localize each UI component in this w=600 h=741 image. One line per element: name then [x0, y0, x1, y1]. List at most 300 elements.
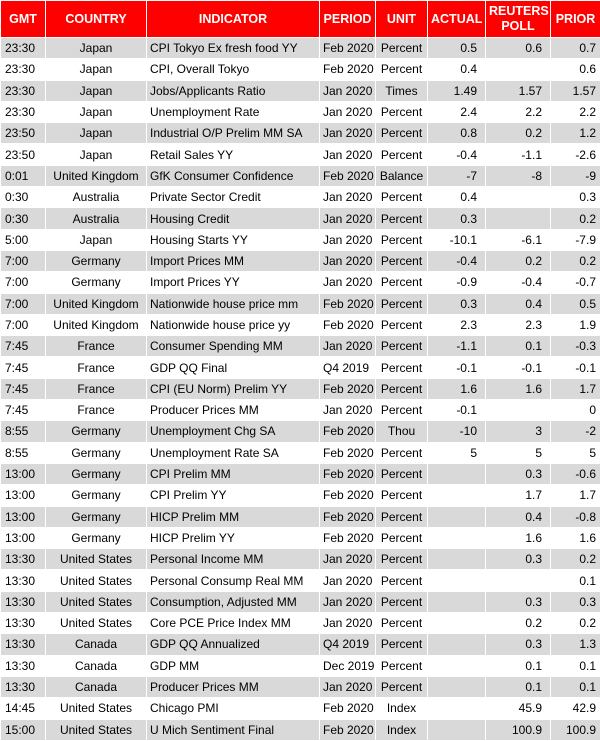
cell-indicator: Housing Starts YY	[147, 229, 320, 250]
cell-period: Jan 2020	[320, 80, 376, 101]
header-indicator: INDICATOR	[147, 1, 320, 38]
cell-indicator: HICP Prelim MM	[147, 506, 320, 527]
cell-actual: 1.49	[428, 80, 486, 101]
cell-unit: Balance	[376, 165, 428, 186]
cell-country: Germany	[46, 250, 147, 271]
cell-actual: 2.3	[428, 314, 486, 335]
cell-country: Germany	[46, 421, 147, 442]
header-actual: ACTUAL	[428, 1, 486, 38]
cell-actual: 0.3	[428, 293, 486, 314]
table-row	[1, 272, 600, 293]
cell-prior: -2	[551, 421, 600, 442]
cell-actual: 0.4	[428, 59, 486, 80]
cell-prior: 0.2	[551, 208, 600, 229]
cell-period: Jan 2020	[320, 549, 376, 570]
cell-prior: -7.9	[551, 229, 600, 250]
cell-unit: Percent	[376, 527, 428, 548]
header-gmt: GMT	[1, 1, 46, 38]
cell-reuters-poll: 3	[486, 421, 551, 442]
cell-gmt: 7:45	[1, 378, 46, 399]
cell-country: United Kingdom	[46, 314, 147, 335]
cell-prior: 0.6	[551, 59, 600, 80]
cell-actual: 0.5	[428, 38, 486, 59]
cell-reuters-poll: 45.9	[486, 698, 551, 719]
table-row	[1, 719, 600, 740]
table-row	[1, 293, 600, 314]
cell-unit: Percent	[376, 442, 428, 463]
cell-period: Feb 2020	[320, 378, 376, 399]
cell-indicator: GDP QQ Annualized	[147, 634, 320, 655]
cell-gmt: 7:00	[1, 250, 46, 271]
cell-prior: 0.3	[551, 591, 600, 612]
header-reuters-poll	[486, 1, 551, 38]
header-country: COUNTRY	[46, 1, 147, 38]
cell-prior: 0.2	[551, 613, 600, 634]
cell-prior: 1.6	[551, 527, 600, 548]
cell-country: Canada	[46, 634, 147, 655]
cell-country: Japan	[46, 229, 147, 250]
table-row	[1, 421, 600, 442]
cell-country: United Kingdom	[46, 165, 147, 186]
table-row	[1, 314, 600, 335]
cell-gmt: 23:30	[1, 59, 46, 80]
cell-indicator: Import Prices MM	[147, 250, 320, 271]
cell-indicator: Producer Prices MM	[147, 400, 320, 421]
cell-unit: Percent	[376, 101, 428, 122]
cell-actual	[428, 634, 486, 655]
cell-prior: 0.5	[551, 293, 600, 314]
table-row	[1, 59, 600, 80]
cell-prior: 1.9	[551, 314, 600, 335]
cell-gmt: 15:00	[1, 719, 46, 740]
cell-actual	[428, 463, 486, 484]
cell-prior: 42.9	[551, 698, 600, 719]
cell-country: Japan	[46, 101, 147, 122]
cell-prior: 0.1	[551, 676, 600, 697]
cell-actual: -0.4	[428, 250, 486, 271]
cell-indicator: CPI Tokyo Ex fresh food YY	[147, 38, 320, 59]
cell-actual: 0.8	[428, 123, 486, 144]
cell-period: Feb 2020	[320, 527, 376, 548]
cell-unit: Percent	[376, 570, 428, 591]
cell-country: France	[46, 336, 147, 357]
cell-gmt: 7:45	[1, 336, 46, 357]
cell-unit: Index	[376, 719, 428, 740]
cell-prior: 5	[551, 442, 600, 463]
cell-indicator: Nationwide house price yy	[147, 314, 320, 335]
cell-reuters-poll	[486, 187, 551, 208]
cell-actual	[428, 591, 486, 612]
cell-prior: 0	[551, 400, 600, 421]
cell-prior: 0.3	[551, 187, 600, 208]
cell-actual: 2.4	[428, 101, 486, 122]
cell-prior: 1.3	[551, 634, 600, 655]
cell-gmt: 13:30	[1, 655, 46, 676]
cell-actual	[428, 570, 486, 591]
cell-indicator: CPI (EU Norm) Prelim YY	[147, 378, 320, 399]
table-row	[1, 698, 600, 719]
cell-unit: Percent	[376, 506, 428, 527]
cell-unit: Percent	[376, 549, 428, 570]
cell-actual	[428, 719, 486, 740]
cell-indicator: Personal Consump Real MM	[147, 570, 320, 591]
cell-reuters-poll	[486, 208, 551, 229]
cell-actual	[428, 613, 486, 634]
cell-period: Feb 2020	[320, 506, 376, 527]
cell-reuters-poll: -0.4	[486, 272, 551, 293]
cell-indicator: CPI, Overall Tokyo	[147, 59, 320, 80]
cell-country: Australia	[46, 187, 147, 208]
table-row	[1, 400, 600, 421]
cell-indicator: Nationwide house price mm	[147, 293, 320, 314]
cell-gmt: 8:55	[1, 442, 46, 463]
cell-unit: Percent	[376, 250, 428, 271]
cell-indicator: GDP QQ Final	[147, 357, 320, 378]
cell-reuters-poll: 0.1	[486, 676, 551, 697]
cell-reuters-poll: 0.3	[486, 634, 551, 655]
cell-actual	[428, 506, 486, 527]
cell-country: United States	[46, 613, 147, 634]
table-row	[1, 336, 600, 357]
cell-unit: Percent	[376, 144, 428, 165]
cell-period: Jan 2020	[320, 676, 376, 697]
cell-unit: Percent	[376, 123, 428, 144]
cell-gmt: 8:55	[1, 421, 46, 442]
cell-country: Germany	[46, 485, 147, 506]
cell-unit: Times	[376, 80, 428, 101]
table-row	[1, 442, 600, 463]
cell-unit: Percent	[376, 336, 428, 357]
cell-gmt: 23:50	[1, 123, 46, 144]
cell-indicator: Unemployment Rate	[147, 101, 320, 122]
cell-actual: -0.1	[428, 357, 486, 378]
cell-prior: -0.1	[551, 357, 600, 378]
cell-reuters-poll: 0.2	[486, 613, 551, 634]
cell-unit: Percent	[376, 293, 428, 314]
cell-actual: 0.4	[428, 187, 486, 208]
table-row	[1, 463, 600, 484]
cell-prior: 1.57	[551, 80, 600, 101]
cell-country: Germany	[46, 506, 147, 527]
cell-country: France	[46, 400, 147, 421]
cell-period: Jan 2020	[320, 272, 376, 293]
cell-gmt: 13:30	[1, 570, 46, 591]
cell-period: Feb 2020	[320, 165, 376, 186]
table-row	[1, 187, 600, 208]
cell-period: Jan 2020	[320, 591, 376, 612]
cell-gmt: 5:00	[1, 229, 46, 250]
cell-period: Jan 2020	[320, 144, 376, 165]
cell-indicator: Personal Income MM	[147, 549, 320, 570]
cell-gmt: 13:00	[1, 463, 46, 484]
cell-gmt: 23:30	[1, 101, 46, 122]
cell-indicator: Import Prices YY	[147, 272, 320, 293]
cell-prior: -9	[551, 165, 600, 186]
cell-period: Jan 2020	[320, 570, 376, 591]
cell-unit: Percent	[376, 378, 428, 399]
cell-gmt: 13:00	[1, 527, 46, 548]
cell-prior: 2.2	[551, 101, 600, 122]
cell-gmt: 13:30	[1, 549, 46, 570]
cell-prior: -0.8	[551, 506, 600, 527]
cell-reuters-poll: 5	[486, 442, 551, 463]
cell-country: United States	[46, 719, 147, 740]
cell-actual: -0.4	[428, 144, 486, 165]
cell-country: Japan	[46, 80, 147, 101]
cell-actual	[428, 549, 486, 570]
cell-actual: -10.1	[428, 229, 486, 250]
cell-indicator: Producer Prices MM	[147, 676, 320, 697]
cell-prior: 1.2	[551, 123, 600, 144]
cell-period: Jan 2020	[320, 101, 376, 122]
table-row	[1, 357, 600, 378]
cell-prior: 1.7	[551, 485, 600, 506]
cell-actual: 0.3	[428, 208, 486, 229]
table-row	[1, 506, 600, 527]
table-row	[1, 485, 600, 506]
cell-unit: Percent	[376, 314, 428, 335]
cell-reuters-poll: 0.2	[486, 250, 551, 271]
cell-indicator: GfK Consumer Confidence	[147, 165, 320, 186]
cell-indicator: Industrial O/P Prelim MM SA	[147, 123, 320, 144]
cell-country: Germany	[46, 272, 147, 293]
cell-period: Feb 2020	[320, 59, 376, 80]
cell-indicator: Chicago PMI	[147, 698, 320, 719]
cell-reuters-poll: 100.9	[486, 719, 551, 740]
cell-unit: Percent	[376, 655, 428, 676]
cell-actual	[428, 485, 486, 506]
cell-prior: 0.2	[551, 250, 600, 271]
table-row	[1, 655, 600, 676]
cell-country: Australia	[46, 208, 147, 229]
cell-unit: Percent	[376, 357, 428, 378]
table-row	[1, 570, 600, 591]
cell-unit: Index	[376, 698, 428, 719]
cell-country: United States	[46, 549, 147, 570]
cell-gmt: 0:30	[1, 187, 46, 208]
header-row	[1, 1, 600, 38]
cell-actual	[428, 698, 486, 719]
cell-country: Japan	[46, 144, 147, 165]
cell-country: Canada	[46, 655, 147, 676]
cell-period: Feb 2020	[320, 293, 376, 314]
cell-reuters-poll: 2.2	[486, 101, 551, 122]
cell-unit: Percent	[376, 38, 428, 59]
table-row	[1, 591, 600, 612]
cell-indicator: U Mich Sentiment Final	[147, 719, 320, 740]
cell-reuters-poll: 0.3	[486, 463, 551, 484]
cell-gmt: 7:00	[1, 314, 46, 335]
cell-period: Jan 2020	[320, 229, 376, 250]
table-row	[1, 676, 600, 697]
cell-reuters-poll: 2.3	[486, 314, 551, 335]
cell-actual	[428, 527, 486, 548]
cell-period: Feb 2020	[320, 463, 376, 484]
table-row	[1, 80, 600, 101]
cell-unit: Percent	[376, 272, 428, 293]
cell-prior: 0.1	[551, 570, 600, 591]
cell-gmt: 7:00	[1, 293, 46, 314]
cell-period: Q4 2019	[320, 634, 376, 655]
cell-period: Dec 2019	[320, 655, 376, 676]
cell-unit: Percent	[376, 59, 428, 80]
cell-country: United States	[46, 591, 147, 612]
table-row	[1, 165, 600, 186]
cell-prior: 0.1	[551, 655, 600, 676]
header-prior: PRIOR	[551, 1, 600, 38]
cell-actual: -1.1	[428, 336, 486, 357]
cell-unit: Percent	[376, 485, 428, 506]
cell-indicator: Consumer Spending MM	[147, 336, 320, 357]
cell-country: Canada	[46, 676, 147, 697]
cell-gmt: 7:45	[1, 357, 46, 378]
cell-reuters-poll: 0.6	[486, 38, 551, 59]
cell-gmt: 14:45	[1, 698, 46, 719]
cell-gmt: 23:30	[1, 80, 46, 101]
cell-actual	[428, 655, 486, 676]
header-unit: UNIT	[376, 1, 428, 38]
cell-actual: -0.1	[428, 400, 486, 421]
table-row	[1, 634, 600, 655]
cell-unit: Percent	[376, 187, 428, 208]
cell-prior: -0.6	[551, 463, 600, 484]
cell-indicator: Consumption, Adjusted MM	[147, 591, 320, 612]
cell-gmt: 0:30	[1, 208, 46, 229]
cell-period: Feb 2020	[320, 38, 376, 59]
cell-actual: -10	[428, 421, 486, 442]
cell-reuters-poll: 0.3	[486, 549, 551, 570]
cell-indicator: Housing Credit	[147, 208, 320, 229]
cell-gmt: 23:50	[1, 144, 46, 165]
cell-prior: -0.3	[551, 336, 600, 357]
cell-gmt: 13:30	[1, 676, 46, 697]
cell-gmt: 0:01	[1, 165, 46, 186]
cell-country: Germany	[46, 442, 147, 463]
cell-period: Jan 2020	[320, 250, 376, 271]
cell-country: United States	[46, 698, 147, 719]
cell-indicator: Private Sector Credit	[147, 187, 320, 208]
table-row	[1, 527, 600, 548]
cell-actual: 1.6	[428, 378, 486, 399]
cell-period: Feb 2020	[320, 485, 376, 506]
cell-prior: -2.6	[551, 144, 600, 165]
cell-reuters-poll: 1.7	[486, 485, 551, 506]
cell-reuters-poll: 1.6	[486, 378, 551, 399]
cell-period: Jan 2020	[320, 400, 376, 421]
cell-country: Japan	[46, 59, 147, 80]
table-row	[1, 549, 600, 570]
cell-gmt: 13:00	[1, 506, 46, 527]
cell-country: Japan	[46, 38, 147, 59]
cell-period: Jan 2020	[320, 208, 376, 229]
cell-indicator: Unemployment Rate SA	[147, 442, 320, 463]
cell-actual: -0.9	[428, 272, 486, 293]
table-row	[1, 250, 600, 271]
cell-unit: Percent	[376, 591, 428, 612]
cell-reuters-poll: 1.6	[486, 527, 551, 548]
cell-period: Jan 2020	[320, 613, 376, 634]
cell-period: Jan 2020	[320, 187, 376, 208]
table-row	[1, 613, 600, 634]
cell-reuters-poll: 0.2	[486, 123, 551, 144]
table-row	[1, 38, 600, 59]
header-period: PERIOD	[320, 1, 376, 38]
cell-reuters-poll: 0.4	[486, 293, 551, 314]
cell-indicator: Unemployment Chg SA	[147, 421, 320, 442]
cell-indicator: Retail Sales YY	[147, 144, 320, 165]
cell-actual	[428, 676, 486, 697]
cell-country: France	[46, 378, 147, 399]
cell-prior: 100.9	[551, 719, 600, 740]
cell-reuters-poll: -0.1	[486, 357, 551, 378]
cell-indicator: CPI Prelim YY	[147, 485, 320, 506]
cell-country: Japan	[46, 123, 147, 144]
cell-reuters-poll: 1.57	[486, 80, 551, 101]
cell-indicator: HICP Prelim YY	[147, 527, 320, 548]
cell-actual: -7	[428, 165, 486, 186]
header-poll-line2: POLL	[501, 19, 534, 33]
cell-period: Feb 2020	[320, 421, 376, 442]
cell-period: Feb 2020	[320, 442, 376, 463]
cell-gmt: 13:30	[1, 613, 46, 634]
cell-actual: 5	[428, 442, 486, 463]
cell-prior: 0.7	[551, 38, 600, 59]
cell-gmt: 13:30	[1, 634, 46, 655]
cell-reuters-poll: -1.1	[486, 144, 551, 165]
cell-indicator: GDP MM	[147, 655, 320, 676]
cell-period: Jan 2020	[320, 336, 376, 357]
cell-unit: Percent	[376, 613, 428, 634]
header-poll-line1: REUTERS	[489, 4, 549, 18]
cell-gmt: 23:30	[1, 38, 46, 59]
cell-unit: Percent	[376, 208, 428, 229]
cell-prior: 1.7	[551, 378, 600, 399]
cell-unit: Percent	[376, 463, 428, 484]
table-row	[1, 101, 600, 122]
cell-unit: Thou	[376, 421, 428, 442]
cell-gmt: 13:30	[1, 591, 46, 612]
table-row	[1, 123, 600, 144]
table-row	[1, 208, 600, 229]
cell-reuters-poll: 0.1	[486, 655, 551, 676]
cell-period: Feb 2020	[320, 314, 376, 335]
table-body	[1, 38, 600, 741]
cell-unit: Percent	[376, 676, 428, 697]
cell-unit: Percent	[376, 229, 428, 250]
cell-reuters-poll: 0.4	[486, 506, 551, 527]
table-row	[1, 229, 600, 250]
cell-reuters-poll	[486, 570, 551, 591]
cell-country: United Kingdom	[46, 293, 147, 314]
cell-reuters-poll: 0.3	[486, 591, 551, 612]
cell-prior: -0.7	[551, 272, 600, 293]
cell-unit: Percent	[376, 400, 428, 421]
cell-country: United States	[46, 570, 147, 591]
cell-reuters-poll: -8	[486, 165, 551, 186]
cell-reuters-poll: 0.1	[486, 336, 551, 357]
cell-period: Jan 2020	[320, 123, 376, 144]
cell-gmt: 7:45	[1, 400, 46, 421]
cell-reuters-poll	[486, 400, 551, 421]
cell-reuters-poll: -6.1	[486, 229, 551, 250]
cell-period: Feb 2020	[320, 719, 376, 740]
cell-reuters-poll	[486, 59, 551, 80]
cell-indicator: Jobs/Applicants Ratio	[147, 80, 320, 101]
cell-unit: Percent	[376, 634, 428, 655]
cell-country: Germany	[46, 527, 147, 548]
cell-country: Germany	[46, 463, 147, 484]
cell-gmt: 7:00	[1, 272, 46, 293]
